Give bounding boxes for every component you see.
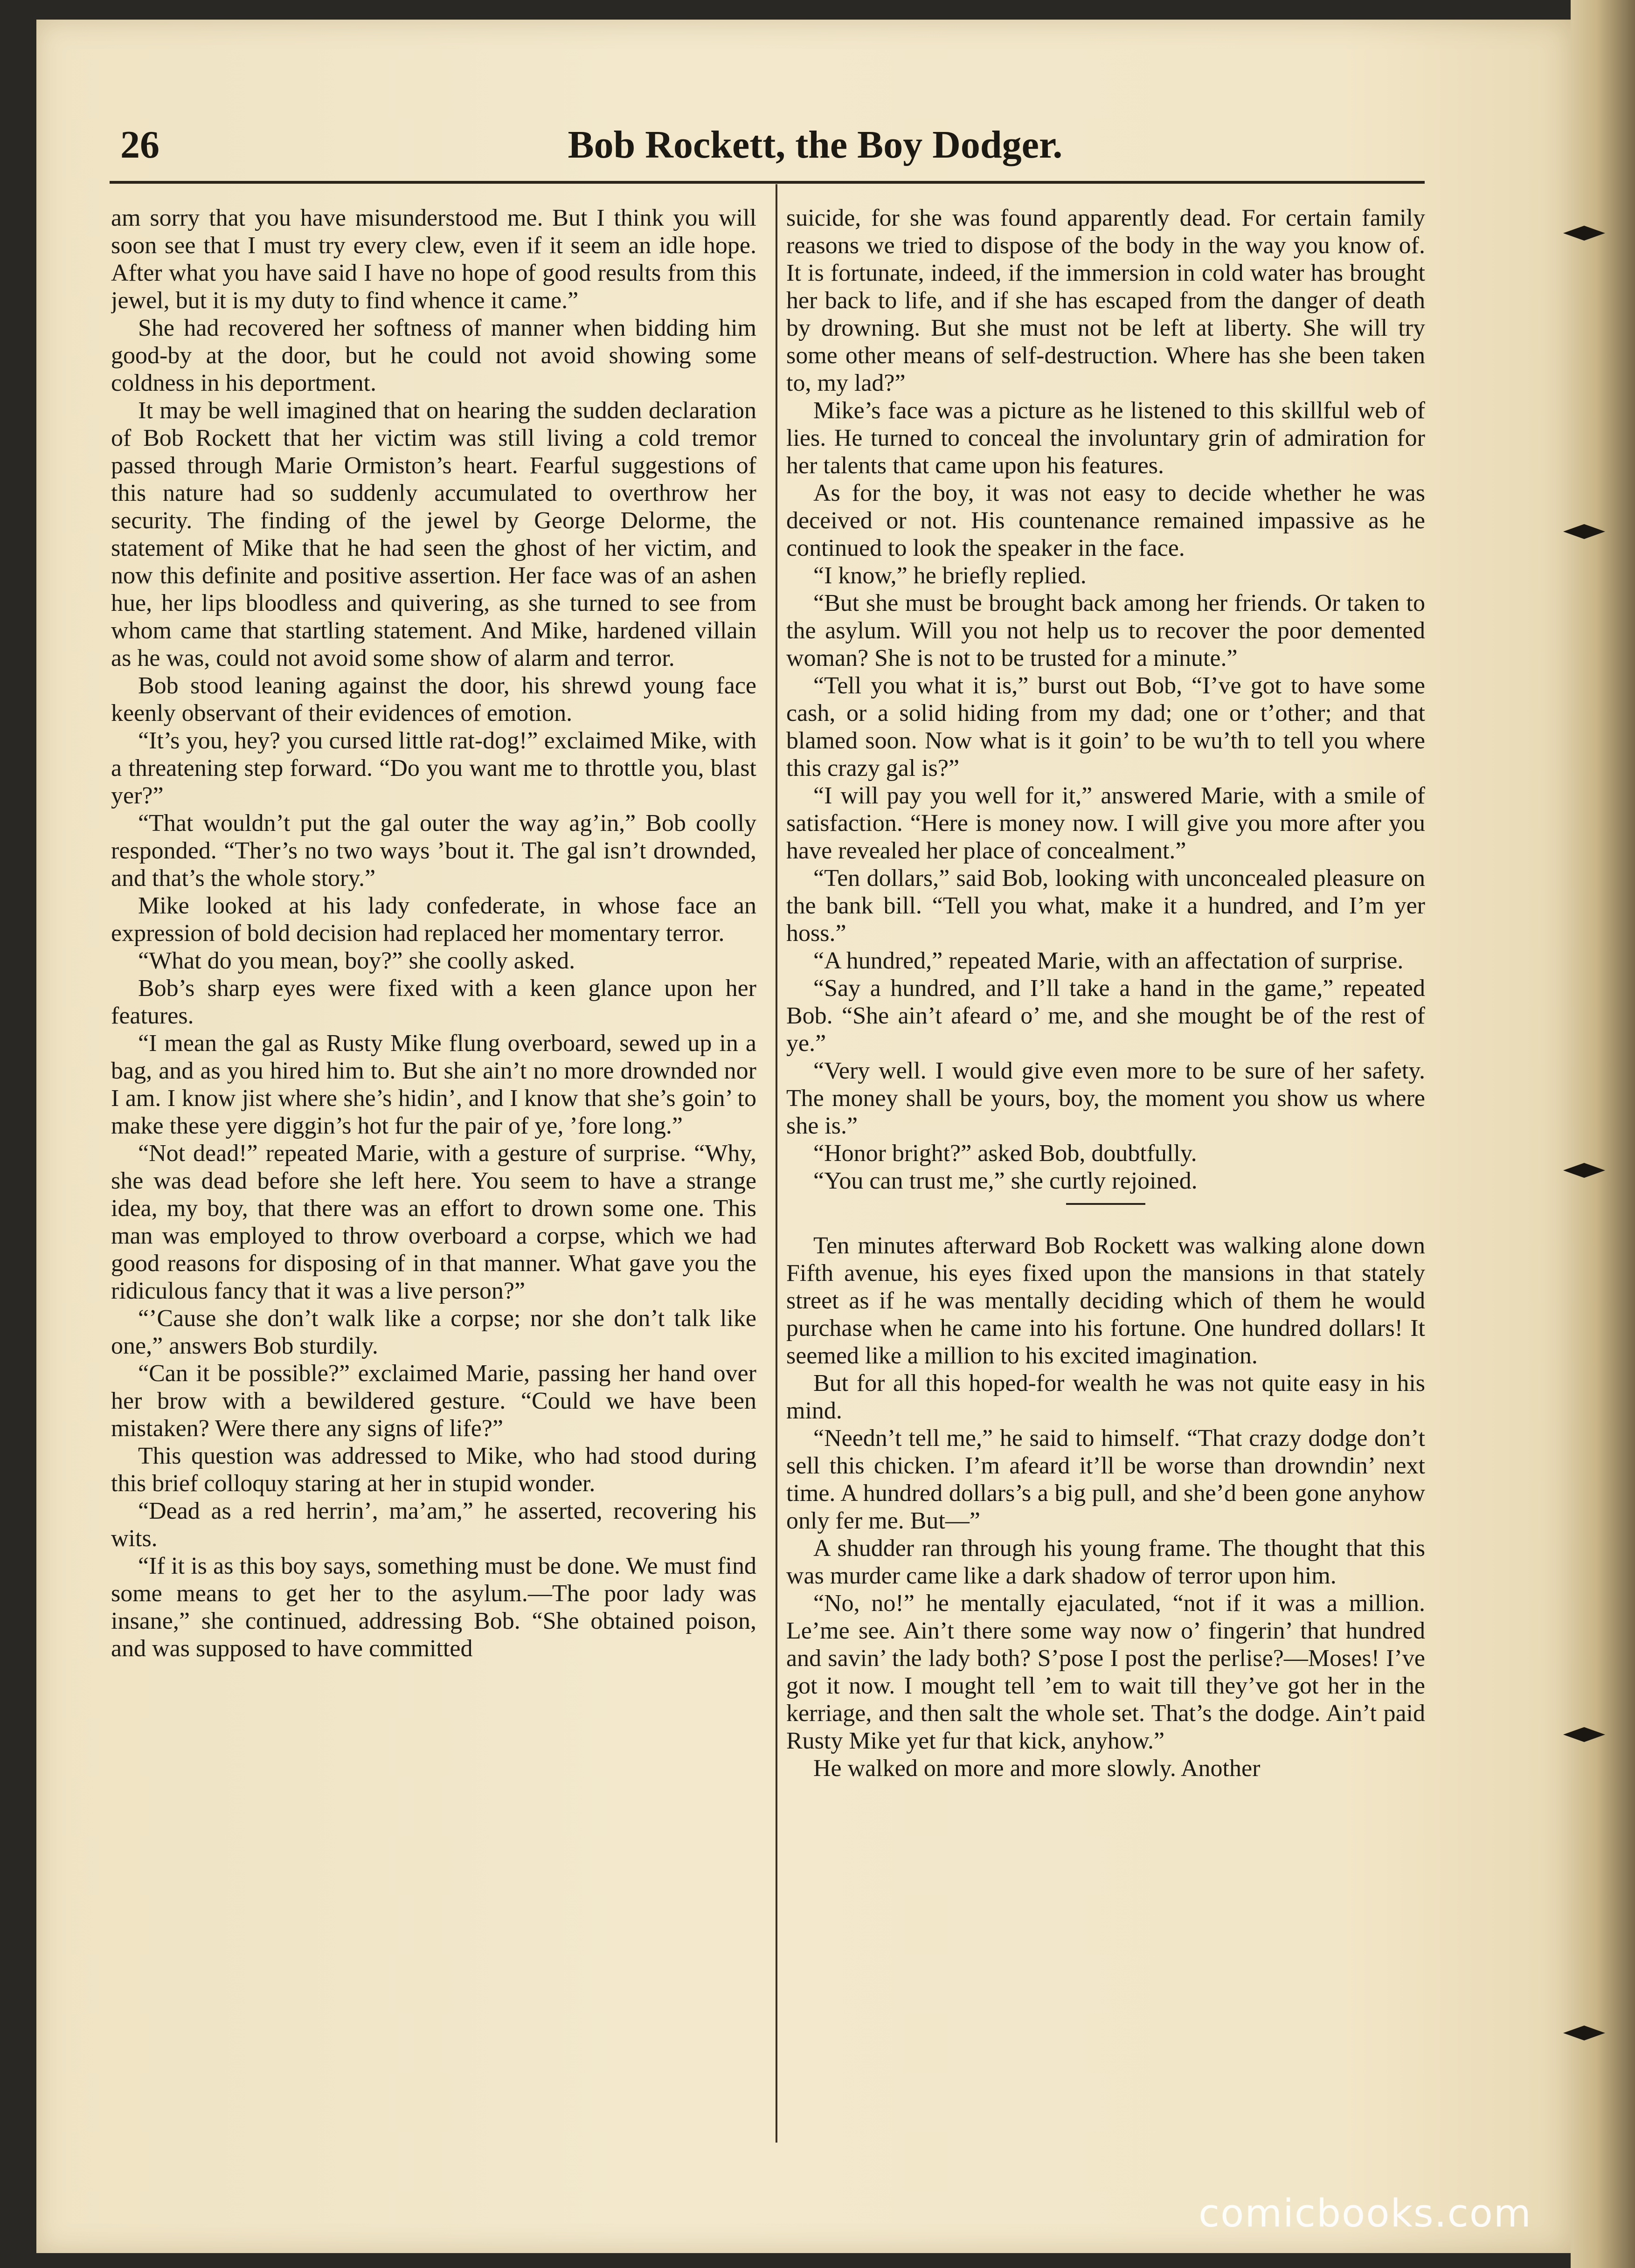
paragraph: “Dead as a red herrin’, ma’am,” he asserted, recovering his wits. [111,1498,756,1552]
paragraph: “Needn’t tell me,” he said to himself. “That crazy dodge don’t sell this chicken. I’m afeard it’ll be worse than drowndin’ next time. A hundred dollars’s a big pull, and she’d been gone anyhow only fer me. But—” [786,1425,1425,1534]
paragraph: suicide, for she was found apparently dead. For certain family reasons we tried to dispose of the body in the way you know of. It is fortunate, indeed, if the immersion in cold water has brought her back to life, and if she has escaped from the danger of death by drowning. But she must not be left at liberty. She will try some other means of self-destruction. Where has she been taken to, my lad?” [786,205,1425,396]
paragraph: “Say a hundred, and I’ll take a hand in the game,” repeated Bob. “She ain’t afeard o’ me, and she mought be of the rest of ye.” [786,975,1425,1057]
paragraph: Mike looked at his lady confederate, in whose face an expression of bold decision had replaced her momentary terror. [111,892,756,947]
paragraph: “What do you mean, boy?” she coolly asked. [138,947,575,974]
paragraph: As for the boy, it was not easy to decide whether he was deceived or not. His countenance remained impassive as he continued to look the speaker in the face. [786,480,1425,561]
paragraph: “’Cause she don’t walk like a corpse; nor she don’t talk like one,” answers Bob sturdily. [111,1305,756,1359]
binding-hole-icon [1563,224,1605,242]
paragraph: Mike’s face was a picture as he listened to this skillful web of lies. He turned to conceal the involuntary grin of admiration for her talents that came upon his features. [786,397,1425,479]
right-column [786,204,1425,2144]
paragraph: am sorry that you have misunderstood me. But I think you will soon see that I must try every clew, even if it seem an idle hope. After what you have said I have no hope of good results from this jewel, but it is my duty to find whence it came.” [111,205,756,314]
paragraph: A shudder ran through his young frame. The thought that this was murder came like a dark shadow of terror upon him. [786,1535,1425,1589]
left-column [111,204,756,2144]
binding-hole-icon [1563,2024,1605,2042]
paragraph: But for all this hoped-for wealth he was not quite easy in his mind. [786,1370,1425,1424]
page-number: 26 [120,123,159,166]
paragraph: This question was addressed to Mike, who had stood during this brief colloquy staring at her in stupid wonder. [111,1443,756,1497]
binding-hole-icon [1563,1725,1605,1744]
column-divider [776,184,777,2143]
paragraph: “No, no!” he mentally ejaculated, “not if it was a million. Le’me see. Ain’t there some way now o’ fingerin’ that hundred and savin’ the lady both? S’pose I post the perlise?—Moses! I’ve got it now. I mought tell ’em to wait till they’ve got her in the kerriage, and then salt the whole set. That’s the dodge. Ain’t paid Rusty Mike yet fur that kick, anyhow.” [786,1590,1425,1754]
paragraph: “I mean the gal as Rusty Mike flung overboard, sewed up in a bag, and as you hired him to. But she ain’t no more drownded nor I am. I know jist where she’s hidin’, and I know that she’s goin’ to make these yere diggin’s hot fur the pair of ye, ’fore long.” [111,1030,756,1139]
paragraph: “Not dead!” repeated Marie, with a gesture of surprise. “Why, she was dead before she left here. You seem to have a strange idea, my boy, that there was an effort to drown some one. This man was employed to throw overboard a corpse, which we had good reasons for disposing of in that manner. What gave you the ridiculous fancy that it was a live person?” [111,1140,756,1304]
section-break-rule [1066,1203,1145,1205]
paragraph: “Tell you what it is,” burst out Bob, “I’ve got to have some cash, or a solid hiding from my dad; one or t’other; and that blamed soon. Now what is it goin’ to be wu’th to tell you where this crazy gal is?” [786,672,1425,781]
paragraph: “It’s you, hey? you cursed little rat-dog!” exclaimed Mike, with a threatening step forward. “Do you want me to throttle you, blast yer?” [111,727,756,809]
watermark: comicbooks.com [1199,2192,1532,2236]
paragraph: “But she must be brought back among her friends. Or taken to the asylum. Will you not help us to recover the poor demented woman? She is not to be trusted for a minute.” [786,590,1425,671]
page-header [120,122,1426,187]
paragraph: He walked on more and more slowly. Another [813,1755,1261,1782]
paragraph: “I know,” he briefly replied. [813,562,1087,589]
paragraph: “Honor bright?” asked Bob, doubtfully. [813,1140,1197,1167]
paragraph: Bob’s sharp eyes were fixed with a keen glance upon her features. [111,975,756,1029]
paragraph: “Very well. I would give even more to be sure of her safety. The money shall be yours, boy, the moment you show us where she is.” [786,1058,1425,1139]
paragraph: She had recovered her softness of manner when bidding him good-by at the door, but he could not avoid showing some coldness in his deportment. [111,315,756,396]
paragraph: It may be well imagined that on hearing the sudden declaration of Bob Rockett that her victim was still living a cold tremor passed through Marie Ormiston’s heart. Fearful suggestions of this nature had so suddenly accumulated to overthrow her security. The finding of the jewel by George Delorme, the statement of Mike that he had seen the ghost of her victim, and now this definite and positive assertion. Her face was of an ashen hue, her lips bloodless and quivering, as she turned to see from whom came that startling statement. And Mike, hardened villain as he was, could not avoid some show of alarm and terror. [111,397,756,671]
paragraph: “Can it be possible?” exclaimed Marie, passing her hand over her brow with a bewildered gesture. “Could we have been mistaken? Were there any signs of life?” [111,1360,756,1442]
binding-spine [1571,0,1635,2268]
paragraph: “That wouldn’t put the gal outer the way ag’in,” Bob coolly responded. “Ther’s no two ways ’bout it. The gal isn’t drownded, and that’s the whole story.” [111,810,756,892]
paragraph: “Ten dollars,” said Bob, looking with unconcealed pleasure on the bank bill. “Tell you what, make it a hundred, and I’m yer hoss.” [786,865,1425,947]
paragraph: Bob stood leaning against the door, his shrewd young face keenly observant of their evidences of emotion. [111,672,756,726]
binding-hole-icon [1563,1161,1605,1180]
running-title: Bob Rockett, the Boy Dodger. [568,123,1063,166]
header-rule [110,181,1425,184]
paragraph: “If it is as this boy says, something must be done. We must find some means to get her to the asylum.—The poor lady was insane,” she continued, addressing Bob. “She obtained poison, and was supposed to have committed [111,1553,756,1662]
paragraph: Ten minutes afterward Bob Rockett was walking alone down Fifth avenue, his eyes fixed upon the mansions in that stately street as if he was mentally deciding which of them he would purchase when he came into his fortune. One hundred dollars! It seemed like a million to his excited imagination. [786,1232,1425,1369]
paragraph: “A hundred,” repeated Marie, with an affectation of surprise. [813,947,1404,974]
binding-hole-icon [1563,522,1605,541]
paragraph: “I will pay you well for it,” answered Marie, with a smile of satisfaction. “Here is money now. I will give you more after you have revealed her place of concealment.” [786,782,1425,864]
paragraph: “You can trust me,” she curtly rejoined. [813,1168,1198,1194]
